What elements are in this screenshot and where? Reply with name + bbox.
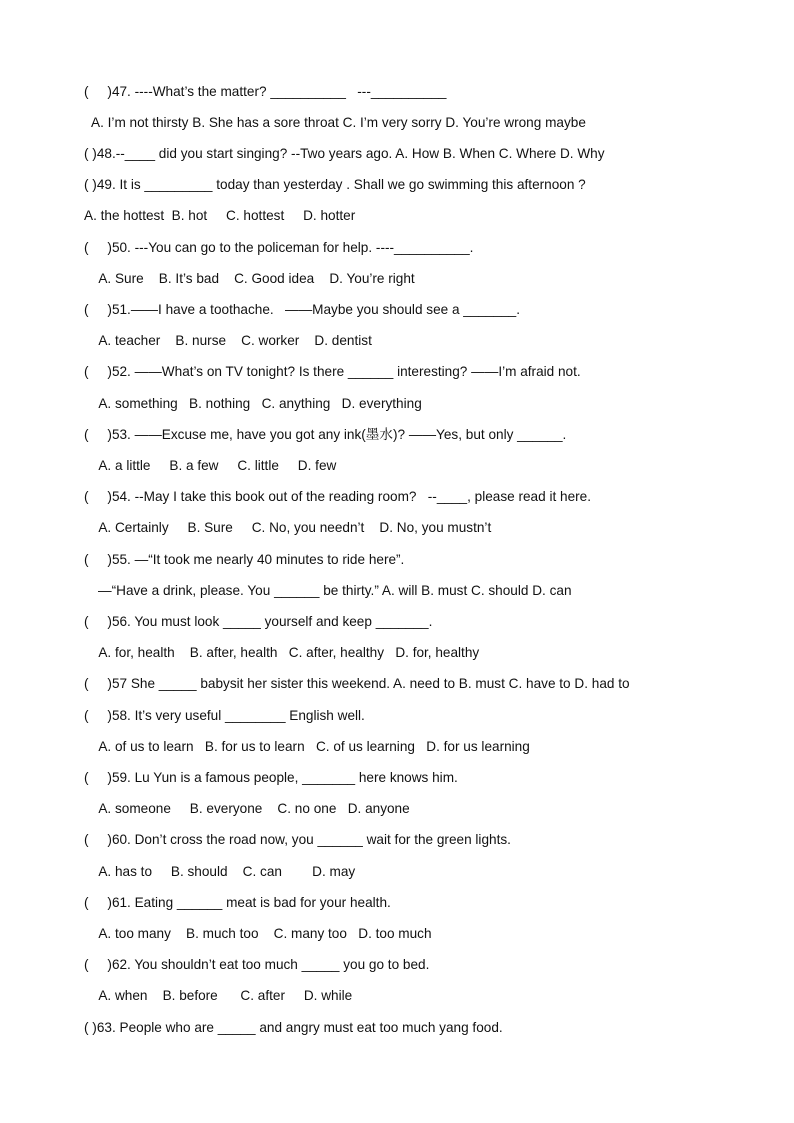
question-59-options: A. someone B. everyone C. no one D. anyone	[84, 801, 410, 816]
question-56-options: A. for, health B. after, health C. after, healthy D. for, healthy	[84, 645, 480, 660]
question-56: ( )56. You must look _____ yourself and keep _______.	[84, 614, 433, 629]
question-52-options: A. something B. nothing C. anything D. everything	[84, 396, 422, 411]
question-63: ( )63. People who are _____ and angry must eat too much yang food.	[84, 1020, 503, 1035]
question-61-options: A. too many B. much too C. many too D. too much	[84, 926, 432, 941]
question-57: ( )57 She _____ babysit her sister this weekend. A. need to B. must C. have to D. had to	[84, 676, 630, 691]
question-53: ( )53. ——Excuse me, have you got any ink(墨水)? ——Yes, but only ______.	[84, 427, 567, 442]
question-50-options: A. Sure B. It’s bad C. Good idea D. You’re right	[84, 271, 415, 286]
question-61: ( )61. Eating ______ meat is bad for your health.	[84, 895, 391, 910]
question-62: ( )62. You shouldn’t eat too much _____ you go to bed.	[84, 957, 430, 972]
question-54: ( )54. --May I take this book out of the reading room? --____, please read it here.	[84, 489, 592, 504]
question-62-options: A. when B. before C. after D. while	[84, 988, 353, 1003]
question-51-options: A. teacher B. nurse C. worker D. dentist	[84, 333, 372, 348]
question-54-options: A. Certainly B. Sure C. No, you needn’t D. No, you mustn’t	[84, 520, 492, 535]
question-59: ( )59. Lu Yun is a famous people, _______ here knows him.	[84, 770, 458, 785]
question-58: ( )58. It’s very useful ________ English well.	[84, 708, 365, 723]
question-49-options: A. the hottest B. hot C. hottest D. hotter	[84, 208, 356, 223]
question-49: ( )49. It is _________ today than yesterday . Shall we go swimming this afternoon ?	[84, 177, 586, 192]
question-60: ( )60. Don’t cross the road now, you ______ wait for the green lights.	[84, 832, 511, 847]
question-53-options: A. a little B. a few C. little D. few	[84, 458, 337, 473]
question-60-options: A. has to B. should C. can D. may	[84, 864, 356, 879]
question-47-options: A. I’m not thirsty B. She has a sore throat C. I’m very sorry D. You’re wrong maybe	[88, 115, 586, 130]
question-48: ( )48.--____ did you start singing? --Two years ago. A. How B. When C. Where D. Why	[84, 146, 605, 161]
question-47: ( )47. ----What’s the matter? __________ ---__________	[84, 84, 447, 99]
question-52: ( )52. ——What’s on TV tonight? Is there ______ interesting? ——I’m afraid not.	[84, 364, 581, 379]
question-58-options: A. of us to learn B. for us to learn C. of us learning D. for us learning	[84, 739, 530, 754]
question-55: ( )55. —“It took me nearly 40 minutes to ride here”.	[84, 552, 405, 567]
question-55-options: —“Have a drink, please. You ______ be thirty.” A. will B. must C. should D. can	[98, 583, 572, 598]
question-51: ( )51.——I have a toothache. ——Maybe you should see a _______.	[84, 302, 521, 317]
question-50: ( )50. ---You can go to the policeman for help. ----__________.	[84, 240, 474, 255]
